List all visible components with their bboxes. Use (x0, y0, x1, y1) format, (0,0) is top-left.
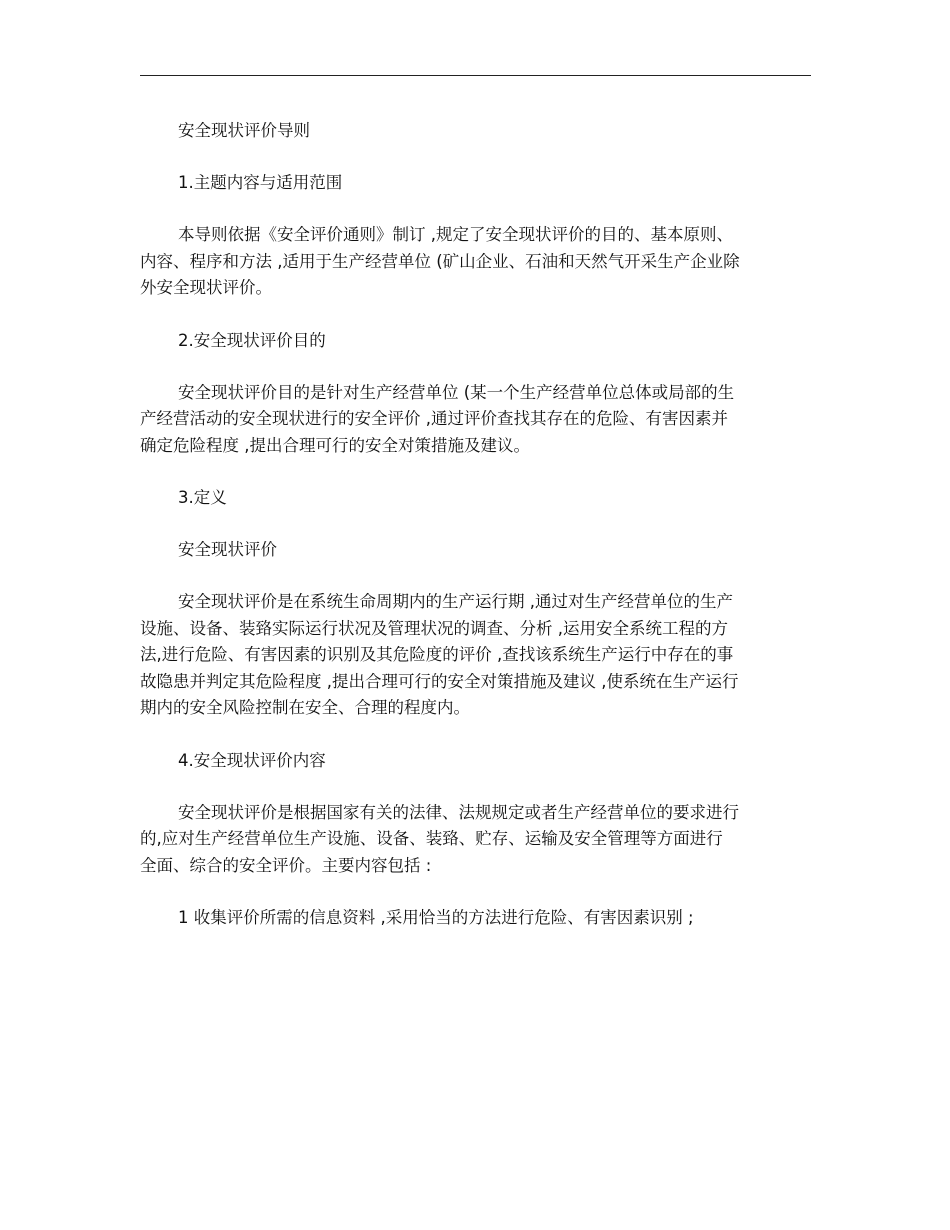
body-paragraph (140, 380, 811, 460)
paragraph-line: 内容、程序和方法 ,适用于生产经营单位 (矿山企业、石油和天然气开采生产企业除 (140, 251, 740, 271)
paragraph-line: 法,进行危险、有害因素的识别及其危险度的评价 ,查找该系统生产运行中存在的事 (140, 645, 734, 664)
paragraph-line: 期内的安全风险控制在安全、合理的程度内。 (140, 698, 470, 717)
paragraph-line: 产经营活动的安全现状进行的安全评价 ,通过评价查找其存在的危险、有害因素并 (140, 409, 728, 428)
paragraph-line: 故隐患并判定其危险程度 ,提出合理可行的安全对策措施及建议 ,使系统在生产运行 (140, 671, 739, 691)
paragraph-line: 外安全现状评价。 (140, 278, 272, 297)
section-heading: 1 收集评价所需的信息资料 ,采用恰当的方法进行危险、有害因素识别 ; (178, 908, 694, 927)
paragraph-line: 设施、设备、装臵实际运行状况及管理状况的调查、分析 ,运用安全系统工程的方 (140, 618, 728, 638)
paragraph-line: 的,应对生产经营单位生产设施、设备、装臵、贮存、运输及安全管理等方面进行 (140, 829, 723, 848)
body-paragraph (140, 800, 811, 880)
section-heading: 2.安全现状评价目的 (178, 330, 326, 350)
section-heading: 3.定义 (178, 488, 227, 507)
body-paragraph (140, 589, 811, 722)
section-heading: 安全现状评价 (178, 540, 277, 559)
paragraph-line: 全面、综合的安全评价。主要内容包括 : (140, 855, 432, 875)
paragraph-line: 本导则依据《安全评价通则》制订 ,规定了安全现状评价的目的、基本原则、 (178, 225, 733, 244)
body-paragraph (140, 222, 811, 302)
section-heading: 安全现状评价导则 (178, 121, 310, 140)
paragraph-line: 安全现状评价是在系统生命周期内的生产运行期 ,通过对生产经营单位的生产 (178, 592, 733, 611)
document-body (140, 118, 811, 957)
section-heading: 1.主题内容与适用范围 (178, 173, 343, 192)
section-heading: 4.安全现状评价内容 (178, 750, 326, 770)
paragraph-line: 安全现状评价目的是针对生产经营单位 (某一个生产经营单位总体或局部的生 (178, 382, 735, 402)
paragraph-line: 安全现状评价是根据国家有关的法律、法规规定或者生产经营单位的要求进行 (178, 802, 739, 822)
header-rule (140, 75, 811, 76)
paragraph-line: 确定危险程度 ,提出合理可行的安全对策措施及建议。 (140, 435, 530, 455)
